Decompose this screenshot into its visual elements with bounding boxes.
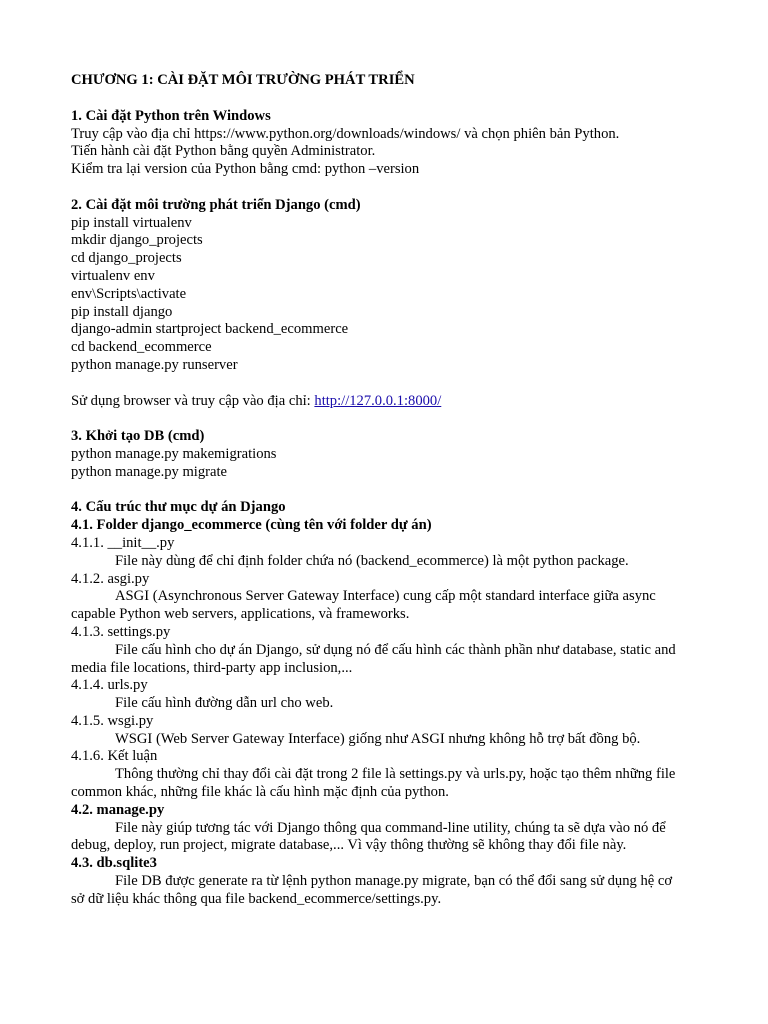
spacer <box>71 179 701 197</box>
section-1-line: Truy cập vào địa chỉ https://www.python.org/downloads/windows/ và chọn phiên bản Python. <box>71 125 620 142</box>
subsection-4-2-desc-cont: debug, deploy, run project, migrate database,... Vì vậy thông thường sẽ không thay đổi file này. <box>71 837 627 854</box>
subsection-4-3-desc: File DB được generate ra từ lệnh python manage.py migrate, bạn có thể đổi sang sử dụng hệ cơ <box>115 873 673 890</box>
command-line: pip install virtualenv <box>71 214 192 231</box>
item-4-1-2-desc-cont: capable Python web servers, applications, và frameworks. <box>71 606 410 623</box>
item-4-1-3-desc: File cấu hình cho dự án Django, sử dụng nó để cấu hình các thành phần như database, static and <box>115 641 676 658</box>
section-1-heading: 1. Cài đặt Python trên Windows <box>71 107 271 124</box>
item-4-1-5-label: 4.1.5. wsgi.py <box>71 712 154 729</box>
subsection-4-2-heading: 4.2. manage.py <box>71 801 165 818</box>
item-4-1-1-label: 4.1.1. __init__.py <box>71 534 175 551</box>
subsection-4-2-desc: File này giúp tương tác với Django thông qua command-line utility, chúng ta sẽ dựa vào nó để <box>115 819 666 836</box>
localhost-link[interactable]: http://127.0.0.1:8000/ <box>314 392 442 409</box>
section-1-line: Kiểm tra lại version của Python bằng cmd: python –version <box>71 161 420 178</box>
command-line: pip install django <box>71 303 173 320</box>
command-line: env\Scripts\activate <box>71 285 187 302</box>
item-4-1-3-desc-cont: media file locations, third-party app inclusion,... <box>71 659 353 676</box>
item-4-1-6-desc-cont: common khác, những file khác là cấu hình mặc định của python. <box>71 784 449 801</box>
item-4-1-2-label: 4.1.2. asgi.py <box>71 570 150 587</box>
item-4-1-3-label: 4.1.3. settings.py <box>71 623 171 640</box>
section-4-heading: 4. Cấu trúc thư mục dự án Django <box>71 499 286 516</box>
command-line: python manage.py makemigrations <box>71 445 277 462</box>
spacer <box>71 90 701 104</box>
spacer <box>71 482 701 500</box>
subsection-4-3-desc-cont: sở dữ liệu khác thông qua file backend_ecommerce/settings.py. <box>71 890 442 907</box>
item-4-1-1-desc: File này dùng để chỉ định folder chứa nó (backend_ecommerce) là một python package. <box>115 552 629 569</box>
section-1-line: Tiến hành cài đặt Python bằng quyền Administrator. <box>71 143 376 160</box>
command-line: cd backend_ecommerce <box>71 339 212 356</box>
item-4-1-5-desc: WSGI (Web Server Gateway Interface) giống như ASGI nhưng không hỗ trợ bất đồng bộ. <box>115 730 641 747</box>
spacer <box>71 375 701 393</box>
subsection-4-3-heading: 4.3. db.sqlite3 <box>71 855 157 872</box>
section-3-heading: 3. Khởi tạo DB (cmd) <box>71 428 205 445</box>
item-4-1-6-label: 4.1.6. Kết luận <box>71 748 158 765</box>
item-4-1-6-desc: Thông thường chỉ thay đổi cài đặt trong 2 file là settings.py và urls.py, hoặc tạo thêm những file <box>115 766 676 783</box>
command-line: django-admin startproject backend_ecommerce <box>71 321 349 338</box>
spacer <box>71 410 701 428</box>
document-content <box>71 72 701 909</box>
chapter-title: CHƯƠNG 1: CÀI ĐẶT MÔI TRƯỜNG PHÁT TRIỂN <box>71 72 415 88</box>
command-line: cd django_projects <box>71 250 182 267</box>
item-4-1-4-desc: File cấu hình đường dẫn url cho web. <box>115 695 334 712</box>
command-line: python manage.py runserver <box>71 356 238 373</box>
command-line: mkdir django_projects <box>71 232 203 249</box>
browser-text: Sử dụng browser và truy cập vào địa chỉ: <box>71 392 315 409</box>
item-4-1-4-label: 4.1.4. urls.py <box>71 677 148 694</box>
section-2-heading: 2. Cài đặt môi trường phát triển Django (cmd) <box>71 196 361 213</box>
subsection-4-1-heading: 4.1. Folder django_ecommerce (cùng tên với folder dự án) <box>71 517 432 534</box>
command-line: python manage.py migrate <box>71 463 228 480</box>
command-line: virtualenv env <box>71 267 155 284</box>
item-4-1-2-desc: ASGI (Asynchronous Server Gateway Interface) cung cấp một standard interface giữa async <box>115 588 656 605</box>
browser-instruction <box>71 393 701 411</box>
